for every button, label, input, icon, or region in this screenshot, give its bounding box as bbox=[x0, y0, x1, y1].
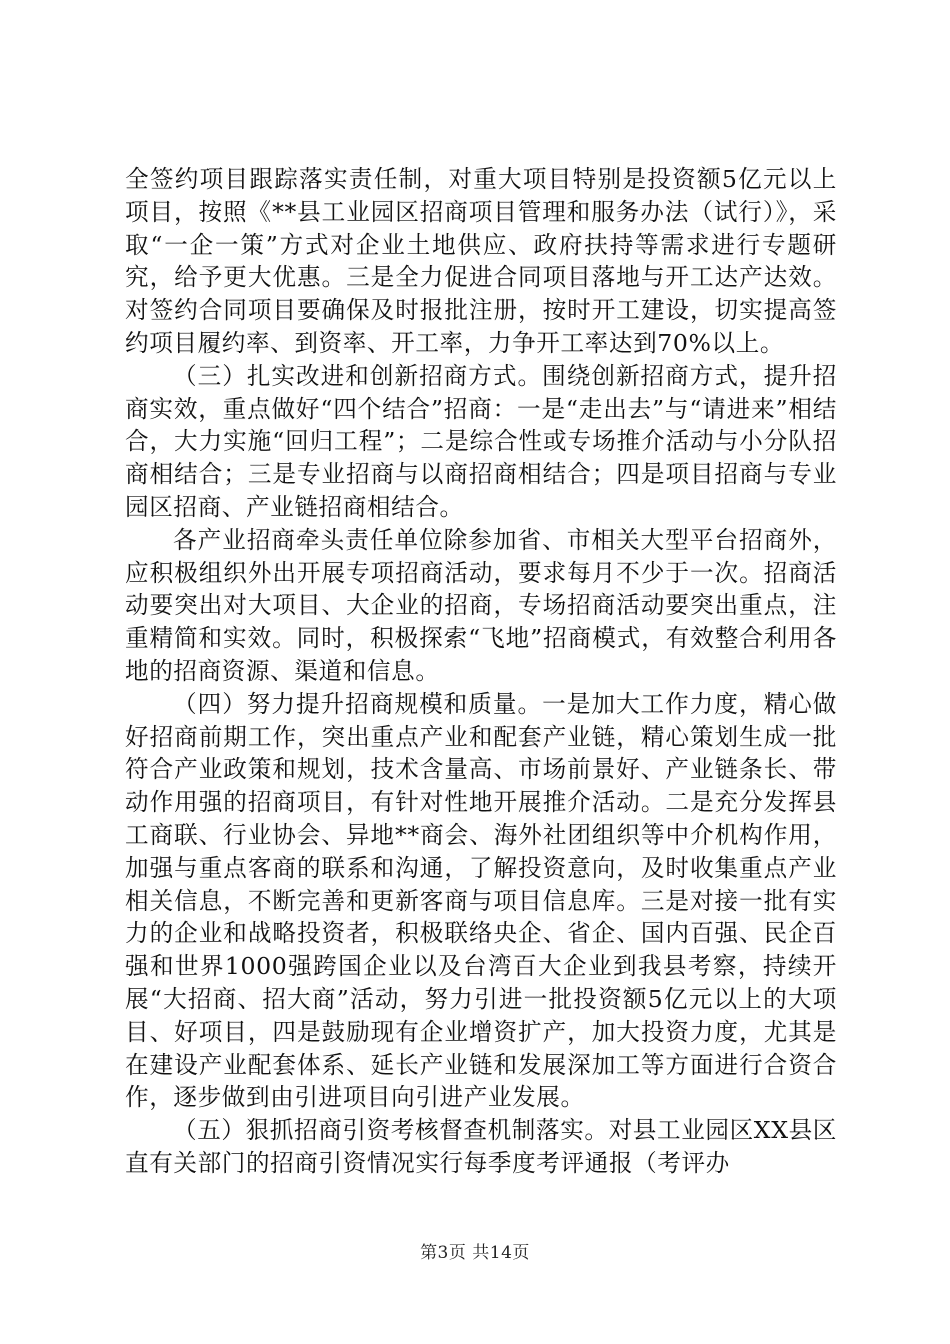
page-number-footer: 第3页 共14页 bbox=[420, 1243, 530, 1263]
document-body bbox=[125, 163, 837, 1180]
paragraph-4: （四）努力提升招商规模和质量。一是加大工作力度，精心做好招商前期工作，突出重点产业和配套产业链，精心策划生成一批符合产业政策和规划，技术含量高、市场前景好、产业链条长、带动作用强的招商项目，有针对性地开展推介活动。二是充分发挥县工商联、行业协会、异地**商会、海外社团组织等中介机构作用，加强与重点客商的联系和沟通，了解投资意向，及时收集重点产业相关信息，不断完善和更新客商与项目信息库。三是对接一批有实力的企业和战略投资者，积极联络央企、省企、国内百强、民企百强和世界1000强跨国企业以及台湾百大企业到我县考察，持续开展“大招商、招大商”活动，努力引进一批投资额5亿元以上的大项目、好项目，四是鼓励现有企业增资扩产，加大投资力度，尤其是在建设产业配套体系、延长产业链和发展深加工等方面进行合资合作，逐步做到由引进项目向引进产业发展。 bbox=[125, 689, 837, 1112]
paragraph-2: （三）扎实改进和创新招商方式。围绕创新招商方式，提升招商实效，重点做好“四个结合”招商：一是“走出去”与“请进来”相结合，大力实施“回归工程”；二是综合性或专场推介活动与小分队招商相结合；三是专业招商与以商招商相结合；四是项目招商与专业园区招商、产业链招商相结合。 bbox=[125, 361, 837, 521]
paragraph-3: 各产业招商牵头责任单位除参加省、市相关大型平台招商外，应积极组织外出开展专项招商活动，要求每月不少于一次。招商活动要突出对大项目、大企业的招商，专场招商活动要突出重点，注重精简和实效。同时，积极探索“飞地”招商模式，有效整合利用各地的招商资源、渠道和信息。 bbox=[125, 525, 837, 685]
paragraph-1: 全签约项目跟踪落实责任制，对重大项目特别是投资额5亿元以上项目，按照《**县工业园区招商项目管理和服务办法（试行）》，采取“一企一策”方式对企业土地供应、政府扶持等需求进行专题研究，给予更大优惠。三是全力促进合同项目落地与开工达产达效。对签约合同项目要确保及时报批注册，按时开工建设，切实提高签约项目履约率、到资率、开工率，力争开工率达到70%以上。 bbox=[125, 165, 837, 357]
paragraph-5: （五）狠抓招商引资考核督查机制落实。对县工业园区XX县区直有关部门的招商引资情况实行每季度考评通报（考评办 bbox=[125, 1116, 837, 1177]
